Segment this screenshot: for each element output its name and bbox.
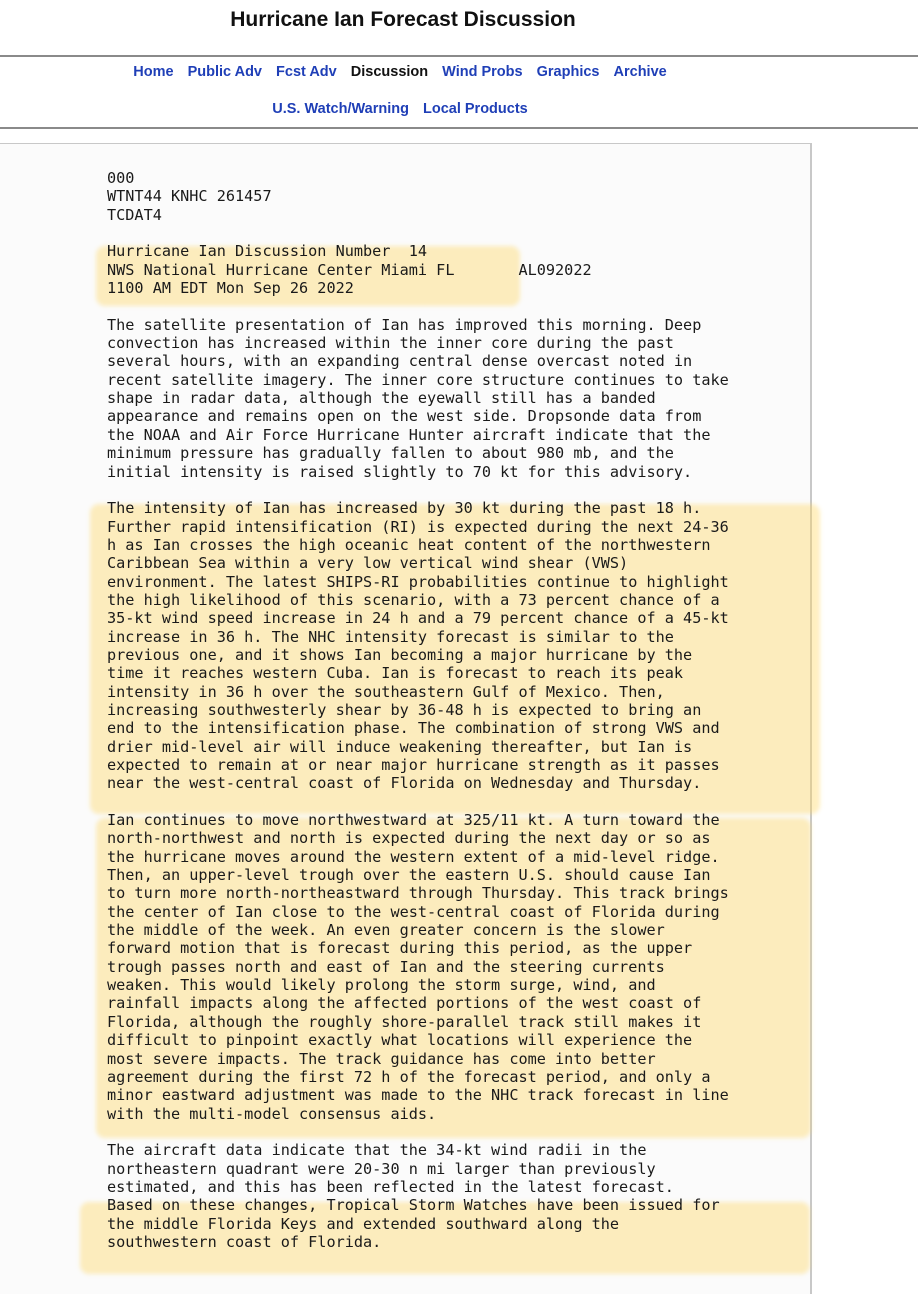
discussion-paragraph-2: The intensity of Ian has increased by 30 kt during the past 18 h. Further rapid intensification (RI) is expected during the next 24-36 h as Ian crosses the high oceanic heat content of the northwestern Caribbean Sea within a very low vertical wind shear (VWS) environment. The latest SHIPS-RI probabilities continue to highlight the high likelihood of this scenario, with a 73 percent chance of a 35-kt wind speed increase in 24 h and a 79 percent chance of a 45-kt increase in 36 h. The NHC intensity forecast is similar to the previous one, and it shows Ian becoming a major hurricane by the time it reaches western Cuba. Ian is forecast to reach its peak intensity in 36 h over the southeastern Gulf of Mexico. Then, increasing southwesterly shear by 36-48 h is expected to bring an end to the intensification phase. The combination of strong VWS and drier mid-level air will induce weakening thereafter, but Ian is expected to remain at or near major hurricane strength as it passes near the west-central coast of Florida on Wednesday and Thursday. xyxy=(107,499,729,793)
page-title: Hurricane Ian Forecast Discussion xyxy=(230,8,576,31)
nav-divider xyxy=(0,127,918,129)
nav-graphics-link[interactable]: Graphics xyxy=(536,64,600,80)
nav-row-secondary xyxy=(0,101,800,117)
nav-archive-link[interactable]: Archive xyxy=(613,64,667,80)
nav-wind-probs-link[interactable]: Wind Probs xyxy=(442,64,523,80)
nav-local-products-link[interactable]: Local Products xyxy=(422,101,528,117)
discussion-text xyxy=(107,169,729,1251)
header-divider xyxy=(0,55,918,57)
nav-public-adv-link[interactable]: Public Adv xyxy=(187,64,262,80)
discussion-paragraph-3: Ian continues to move northwestward at 325/11 kt. A turn toward the north-northwest and north is expected during the next day or so as the hurricane moves around the western extent of a mid-level ridge. Then, an upper-level trough over the eastern U.S. should cause Ian to turn more north-northeastward through Thursday. This track brings the center of Ian close to the west-central coast of Florida during the middle of the week. An even greater concern is the slower forward motion that is forecast during this period, as the upper trough passes north and east of Ian and the steering currents weaken. This would likely prolong the storm surge, wind, and rainfall impacts along the affected portions of the west coast of Florida, although the roughly shore-parallel track still makes it difficult to pinpoint exactly what locations will experience the most severe impacts. The track guidance has come into better agreement during the first 72 h of the forecast period, and only a minor eastward adjustment was made to the NHC track forecast in line with the multi-model consensus aids. xyxy=(107,811,729,1123)
discussion-paragraph-1: The satellite presentation of Ian has improved this morning. Deep convection has increased within the inner core during the past several hours, with an expanding central dense overcast noted in recent satellite imagery. The inner core structure continues to take shape in radar data, although the eyewall still has a banded appearance and remains open on the west side. Dropsonde data from the NOAA and Air Force Hurricane Hunter aircraft indicate that the minimum pressure has gradually fallen to about 980 mb, and the initial intensity is raised slightly to 70 kt for this advisory. xyxy=(107,315,729,481)
nav-home-link[interactable]: Home xyxy=(133,64,174,80)
nav-us-watch-warning-link[interactable]: U.S. Watch/Warning xyxy=(272,101,409,117)
discussion-header: 000 WTNT44 KNHC 261457 TCDAT4 Hurricane Ian Discussion Number 14 NWS National Hurricane Center Miami FL AL092022 1100 AM EDT Mon Sep 26 2022 xyxy=(107,169,592,298)
nav-discussion-current: Discussion xyxy=(350,64,429,80)
nav-row-primary xyxy=(0,64,800,80)
nav-fcst-adv-link[interactable]: Fcst Adv xyxy=(276,64,337,80)
discussion-paragraph-4: The aircraft data indicate that the 34-kt wind radii in the northeastern quadrant were 20-30 n mi larger than previously estimated, and this has been reflected in the latest forecast. Based on these changes, Tropical Storm Watches have been issued for the middle Florida Keys and extended southward along the southwestern coast of Florida. xyxy=(107,1141,720,1251)
